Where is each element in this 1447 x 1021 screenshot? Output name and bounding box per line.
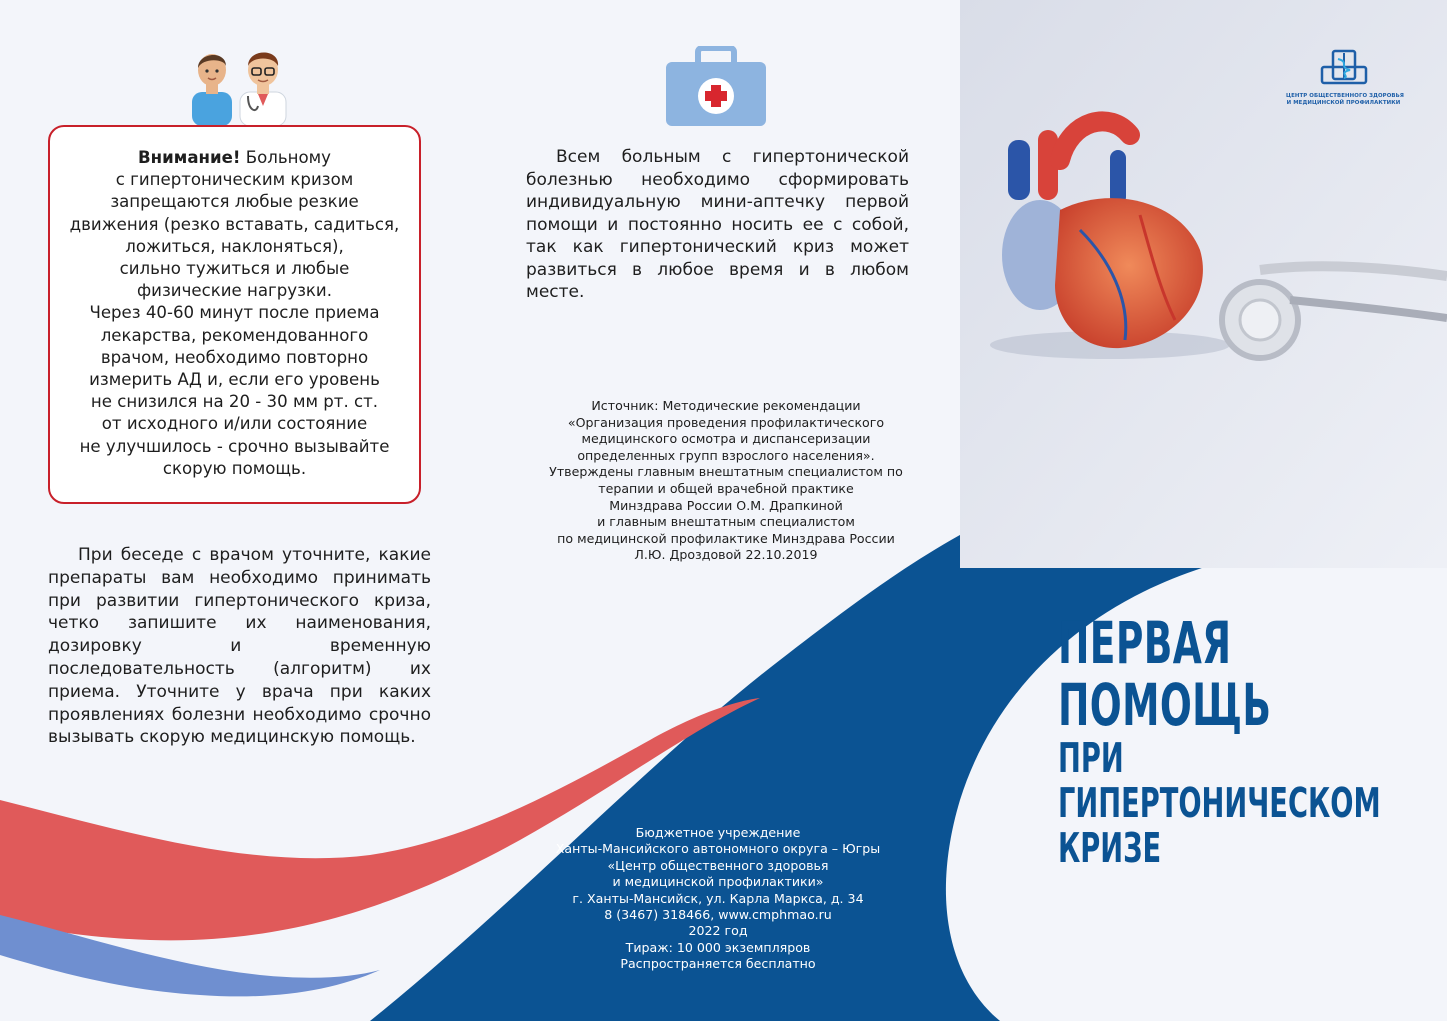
headline-line-4: ГИПЕРТОНИЧЕСКОМ	[1058, 779, 1381, 827]
source-line: Утверждены главным внештатным специалистом по	[549, 464, 903, 480]
headline-line-5: КРИЗЕ	[1058, 824, 1162, 872]
publisher-line: «Центр общественного здоровья	[607, 857, 829, 873]
warning-line: физические нагрузки.	[136, 281, 332, 301]
warning-line: скорую помощь.	[162, 458, 307, 478]
source-reference	[530, 398, 922, 564]
health-center-logo	[1286, 45, 1405, 125]
warning-line: с гипертоническим кризом	[115, 170, 354, 190]
warning-line: запрещаются любые резкие	[110, 192, 359, 212]
warning-first-line	[64, 147, 405, 169]
source-line: Источник: Методические рекомендации	[591, 398, 861, 413]
publisher-line: Бюджетное учреждение	[635, 825, 801, 840]
warning-line: движения (резко вставать, садиться,	[69, 214, 400, 234]
warning-line: врачом, необходимо повторно	[100, 347, 369, 367]
first-aid-kit-icon	[664, 46, 768, 128]
source-line: медицинского осмотра и диспансеризации	[581, 431, 871, 447]
consult-paragraph: При беседе с врачом уточните, какие препараты вам необходимо принимать при развитии гипертонического криза, четко запишите их наименования, дозировку и временную последовательность (алгоритм) их приема. Уточните у врача при каких проявлениях болезни необходимо срочно вызывать скорую медицинскую помощь.	[48, 545, 431, 748]
warning-box	[48, 125, 421, 504]
logo-text-line-2: И МЕДИЦИНСКОЙ ПРОФИЛАКТИКИ	[1286, 99, 1401, 106]
source-line: и главным внештатным специалистом	[597, 514, 855, 530]
source-line: Л.Ю. Дроздовой 22.10.2019	[634, 547, 818, 563]
publisher-line: 2022 год	[688, 923, 748, 939]
warning-line: не снизился на 20 - 30 мм рт. ст.	[90, 392, 379, 412]
source-line: по медицинской профилактике Минздрава России	[557, 530, 895, 546]
headline-line-1: ПЕРВАЯ	[1058, 609, 1232, 677]
publisher-line: Тираж: 10 000 экземпляров	[625, 939, 811, 955]
warning-line: сильно тужиться и любые	[119, 259, 350, 279]
headline-line-3: ПРИ	[1058, 734, 1124, 782]
warning-line: ложиться, наклоняться),	[125, 236, 344, 256]
first-aid-kit-paragraph: Всем больным с гипертонической болезнью необходимо сформировать индивидуальную мини-аптечку первой помощи и постоянно носить ее с собой, так как гипертонический криз может развиться в любое время и в любом месте.	[526, 147, 909, 302]
warning-line: от исходного и/или состояние	[101, 414, 368, 434]
health-center-logo-icon	[1319, 45, 1369, 89]
publisher-line: 8 (3467) 318466, www.cmphmao.ru	[604, 907, 832, 923]
publisher-line: Ханты-Мансийского автономного округа – Югры	[555, 841, 881, 857]
warning-line: лекарства, рекомендованного	[100, 325, 369, 345]
warning-label: Внимание!	[138, 148, 241, 167]
publisher-line: г. Ханты-Мансийск, ул. Карла Маркса, д. 34	[572, 890, 864, 906]
logo-text-line-1: ЦЕНТР ОБЩЕСТВЕННОГО ЗДОРОВЬЯ	[1286, 93, 1405, 99]
source-line: «Организация проведения профилактического	[567, 414, 885, 430]
source-line: Минздрава России О.М. Драпкиной	[609, 497, 843, 513]
headline-line-2: ПОМОЩЬ	[1058, 671, 1272, 739]
warning-line-0: Больному	[245, 148, 331, 167]
patient-and-doctor-illustration	[188, 44, 292, 126]
source-line: определенных групп взрослого населения».	[577, 447, 875, 463]
warning-line: не улучшилось - срочно вызывайте	[79, 436, 390, 456]
publisher-line: Распространяется бесплатно	[620, 956, 816, 972]
warning-line: Через 40-60 минут после приема	[89, 303, 380, 323]
publisher-info	[548, 825, 888, 973]
publisher-line: и медицинской профилактики»	[612, 874, 824, 890]
headline	[1058, 609, 1438, 872]
source-line: терапии и общей врачебной практике	[598, 480, 854, 496]
warning-line: измерить АД и, если его уровень	[89, 370, 380, 390]
